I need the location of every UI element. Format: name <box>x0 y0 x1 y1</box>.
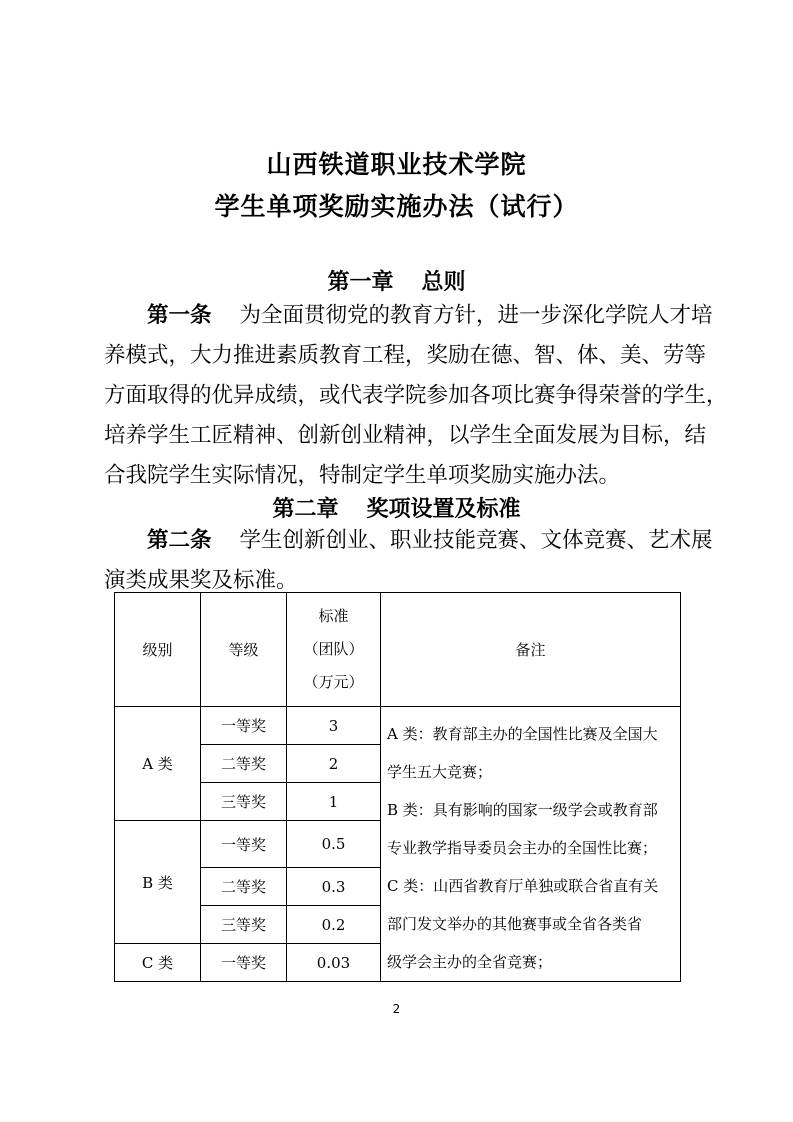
article-1-line: 养模式，大力推进素质教育工程，奖励在德、智、体、美、劳等 <box>104 343 707 368</box>
class-b-label: B 类 <box>115 821 201 944</box>
article-1-line: 合我院学生实际情况，特制定学生单项奖励实施办法。 <box>104 463 621 488</box>
header-grade: 等级 <box>201 593 287 707</box>
chapter-1-heading <box>0 265 793 296</box>
value-cell: 0.2 <box>287 906 381 944</box>
article-2 <box>104 521 713 601</box>
header-standard-line: （团队） <box>303 640 364 658</box>
chapter-1-name: 总则 <box>421 270 466 295</box>
value-cell: 0.03 <box>287 944 381 982</box>
notes-cell <box>381 707 681 982</box>
value-cell: 3 <box>287 707 381 745</box>
note-line: 学生五大竞赛； <box>387 763 493 781</box>
note-line: 专业教学指导委员会主办的全国性比赛； <box>387 839 658 857</box>
note-line: B 类：具有影响的国家一级学会或教育部 <box>387 801 658 819</box>
header-standard-line: （万元） <box>303 673 364 691</box>
value-cell: 2 <box>287 745 381 783</box>
header-note: 备注 <box>381 593 681 707</box>
award-standards-table <box>114 592 681 982</box>
chapter-2-number: 第二章 <box>272 497 339 522</box>
document-title-line2: 学生单项奖励实施办法（试行） <box>214 192 579 221</box>
note-line: A 类：教育部主办的全国性比赛及全国大 <box>387 725 658 743</box>
header-standard <box>287 593 381 707</box>
value-cell: 0.3 <box>287 868 381 906</box>
note-line: 级学会主办的全省竞赛； <box>387 953 553 971</box>
article-1-line: 培养学生工匠精神、创新创业精神，以学生全面发展为目标，结 <box>104 423 707 448</box>
article-1-label: 第一条 <box>147 303 212 328</box>
chapter-1-number: 第一章 <box>327 270 394 295</box>
grade-cell: 二等奖 <box>201 745 287 783</box>
document-title-line1: 山西铁道职业技术学院 <box>266 150 527 179</box>
table-row <box>115 707 681 745</box>
value-cell: 1 <box>287 783 381 821</box>
chapter-2-name: 奖项设置及标准 <box>366 497 521 522</box>
grade-cell: 二等奖 <box>201 868 287 906</box>
header-standard-line: 标准 <box>318 607 349 625</box>
grade-cell: 三等奖 <box>201 906 287 944</box>
article-2-line: 学生创新创业、职业技能竞赛、文体竞赛、艺术展 <box>239 528 713 553</box>
article-1-line: 方面取得的优异成绩，或代表学院参加各项比赛争得荣誉的学生， <box>104 383 728 408</box>
header-level: 级别 <box>115 593 201 707</box>
article-1 <box>104 296 728 496</box>
article-2-label: 第二条 <box>147 528 212 553</box>
note-line: 部门发文举办的其他赛事或全省各类省 <box>387 915 643 933</box>
grade-cell: 三等奖 <box>201 783 287 821</box>
table-header-row <box>115 593 681 707</box>
grade-cell: 一等奖 <box>201 707 287 745</box>
value-cell: 0.5 <box>287 821 381 868</box>
article-2-line: 演类成果奖及标准。 <box>104 568 298 593</box>
note-line: C 类：山西省教育厅单独或联合省直有关 <box>387 877 659 895</box>
page-number: 2 <box>392 1002 401 1016</box>
class-a-label: A 类 <box>115 707 201 821</box>
article-1-line: 为全面贯彻党的教育方针，进一步深化学院人才培 <box>239 303 713 328</box>
grade-cell: 一等奖 <box>201 821 287 868</box>
chapter-2-heading <box>0 492 793 523</box>
class-c-label: C 类 <box>115 944 201 982</box>
grade-cell: 一等奖 <box>201 944 287 982</box>
